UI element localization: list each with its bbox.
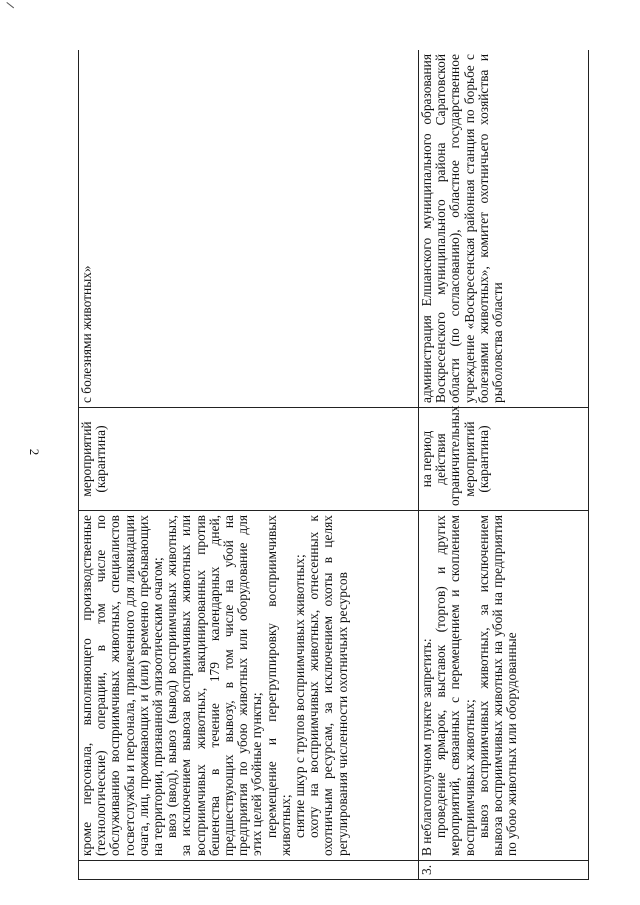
executor-cell: с болезнями животных» <box>79 50 419 408</box>
document-body <box>78 50 596 880</box>
activity-paragraph: кроме персонала, выполняющего производственные (технологические) операции, в том числе по обслуживанию восприимчивых животных, специалистов госветслужбы и персонала, привлеченного для ликвидации очага, лиц, проживающих и (или) временно пребывающих на территории, признанной эпизоотическим очагом; <box>79 515 166 856</box>
activity-paragraph: проведение ярмарок, выставок (торгов) и других мероприятий, связанных с перемещением и скоплением восприимчивых животных; <box>433 515 477 856</box>
table-row <box>79 50 419 880</box>
activities-cell <box>79 511 419 861</box>
page-number: 2 <box>27 448 42 456</box>
row-number-cell <box>79 861 419 880</box>
activities-cell <box>419 511 589 861</box>
row-number-cell: 3. <box>419 861 589 880</box>
period-cell: на период действия ограничительных мероприятий (карантина) <box>419 408 589 511</box>
activity-paragraph: охоту на восприимчивых животных, отнесенных к охотничьим ресурсам, за исключением охоты в целях регулирования численности охотничьих ресурсов <box>306 515 350 856</box>
executor-cell: администрация Елшанского муниципального образования Воскресенского муниципального района Саратовской области (по согласованию), областное государственное учреждение «Воскресенская районная станция по борьбе с болезнями животных», комитет охотничьего хозяйства и рыболовства области <box>419 50 589 408</box>
activity-paragraph: снятие шкур с трупов восприимчивых животных; <box>292 554 308 838</box>
activity-paragraph: В неблагополучном пункте запретить: <box>419 638 434 856</box>
scan-corner-mark <box>1 2 14 15</box>
rotated-page-area <box>78 50 596 880</box>
activity-paragraph: перемещение и перегруппировку восприимчивых животных; <box>263 515 293 856</box>
period-cell: мероприятий (карантина) <box>79 408 419 511</box>
measures-table <box>78 50 589 880</box>
activity-paragraph: ввоз (ввод), вывоз (вывод) восприимчивых животных, за исключением вывоза восприимчивых животных или восприимчивых животных, вакцинированных против бешенства в течение 179 календарных дней, предшествующих вывозу, в том числе на убой на предприятия по убою животных или оборудование для этих целей убойные пункты; <box>164 515 265 856</box>
activity-paragraph: вывоз восприимчивых животных, за исключением вывоза восприимчивых животных на убой на предприятия по убою животных или оборудованные <box>475 515 520 856</box>
table-row <box>419 50 589 880</box>
